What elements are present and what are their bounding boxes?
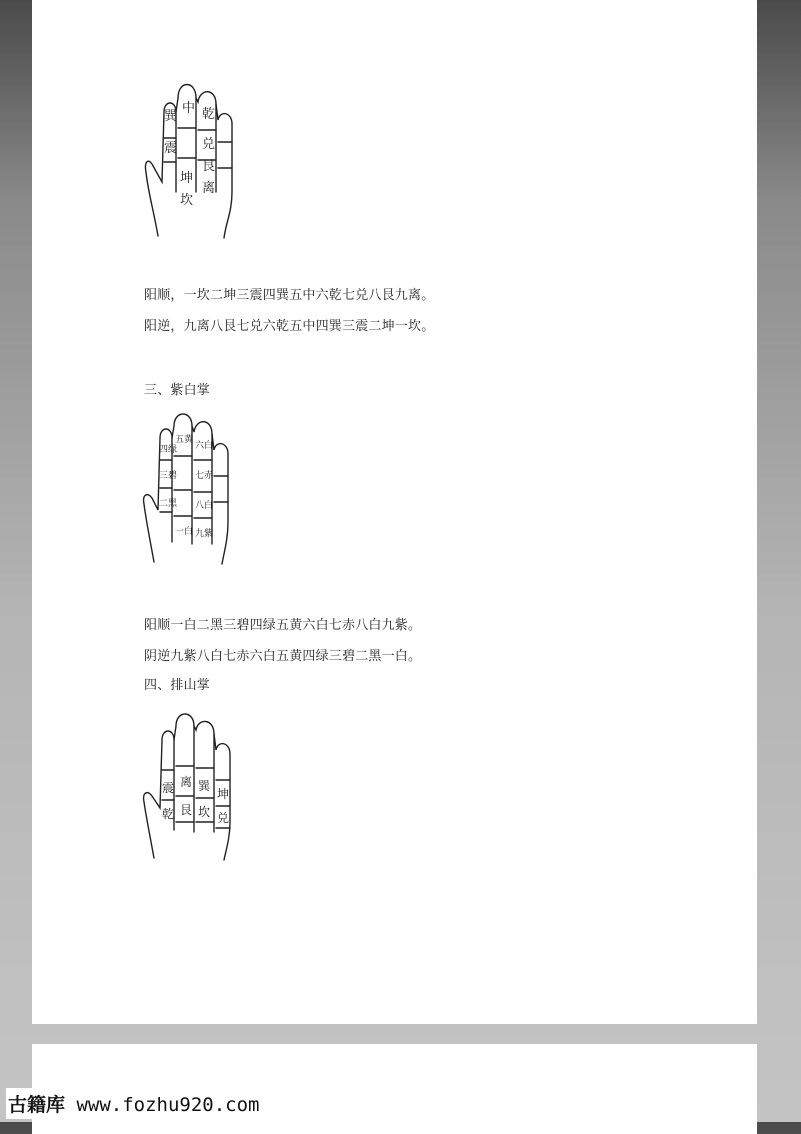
hand-label: 兑 <box>202 137 216 152</box>
hand-label: 震 <box>164 141 178 156</box>
hand-label: 离 <box>180 775 193 789</box>
hand-label: 艮 <box>202 159 216 174</box>
palm-diagram-paishan <box>140 710 250 862</box>
text-line: 阳逆，九离八艮七兑六乾五中四巽三震二坤一坎。 <box>144 319 435 334</box>
hand-label: 艮 <box>180 803 193 817</box>
hand-label: 七赤 <box>195 471 214 481</box>
hand-label: 九紫 <box>195 529 214 539</box>
hand-label: 坤 <box>180 171 194 186</box>
section-heading: 三、紫白掌 <box>144 383 211 398</box>
text-line: 阳顺，一坎二坤三震四巽五中六乾七兑八艮九离。 <box>144 288 435 303</box>
text-line: 阴逆九紫八白七赤六白五黄四绿三碧二黑一白。 <box>144 649 422 664</box>
hand-label: 兑 <box>217 811 230 825</box>
hand-label: 坎 <box>198 805 211 819</box>
hand-label: 四绿 <box>159 445 178 455</box>
hand-label: 二黑 <box>159 499 178 509</box>
hand-label: 中 <box>182 101 196 116</box>
hand-label: 八白 <box>195 501 214 511</box>
hand-label: 坤 <box>217 787 230 801</box>
hand-label: 乾 <box>202 107 216 122</box>
hand-drawing <box>140 412 250 568</box>
watermark-url: www.fozhu920.com <box>65 1094 260 1116</box>
hand-drawing <box>140 72 250 240</box>
document-page <box>32 0 757 1024</box>
hand-label: 离 <box>202 181 216 196</box>
site-watermark <box>6 1088 263 1119</box>
palm-diagram-zibai <box>140 412 250 568</box>
hand-label: 坎 <box>180 193 194 208</box>
hand-label: 巽 <box>164 109 178 124</box>
watermark-brand: 古籍库 <box>8 1094 66 1116</box>
text-line: 阳顺一白二黑三碧四绿五黄六白七赤八白九紫。 <box>144 618 422 633</box>
hand-label: 六白 <box>195 441 214 451</box>
hand-label: 五黄 <box>175 435 194 445</box>
palm-diagram-bagua <box>140 72 250 240</box>
hand-label: 一白 <box>175 527 194 537</box>
hand-label: 震 <box>162 781 175 795</box>
hand-label: 三碧 <box>159 471 178 481</box>
hand-label: 巽 <box>198 779 211 793</box>
hand-label: 乾 <box>162 807 175 821</box>
section-heading: 四、排山掌 <box>144 678 211 693</box>
hand-drawing <box>140 710 250 862</box>
